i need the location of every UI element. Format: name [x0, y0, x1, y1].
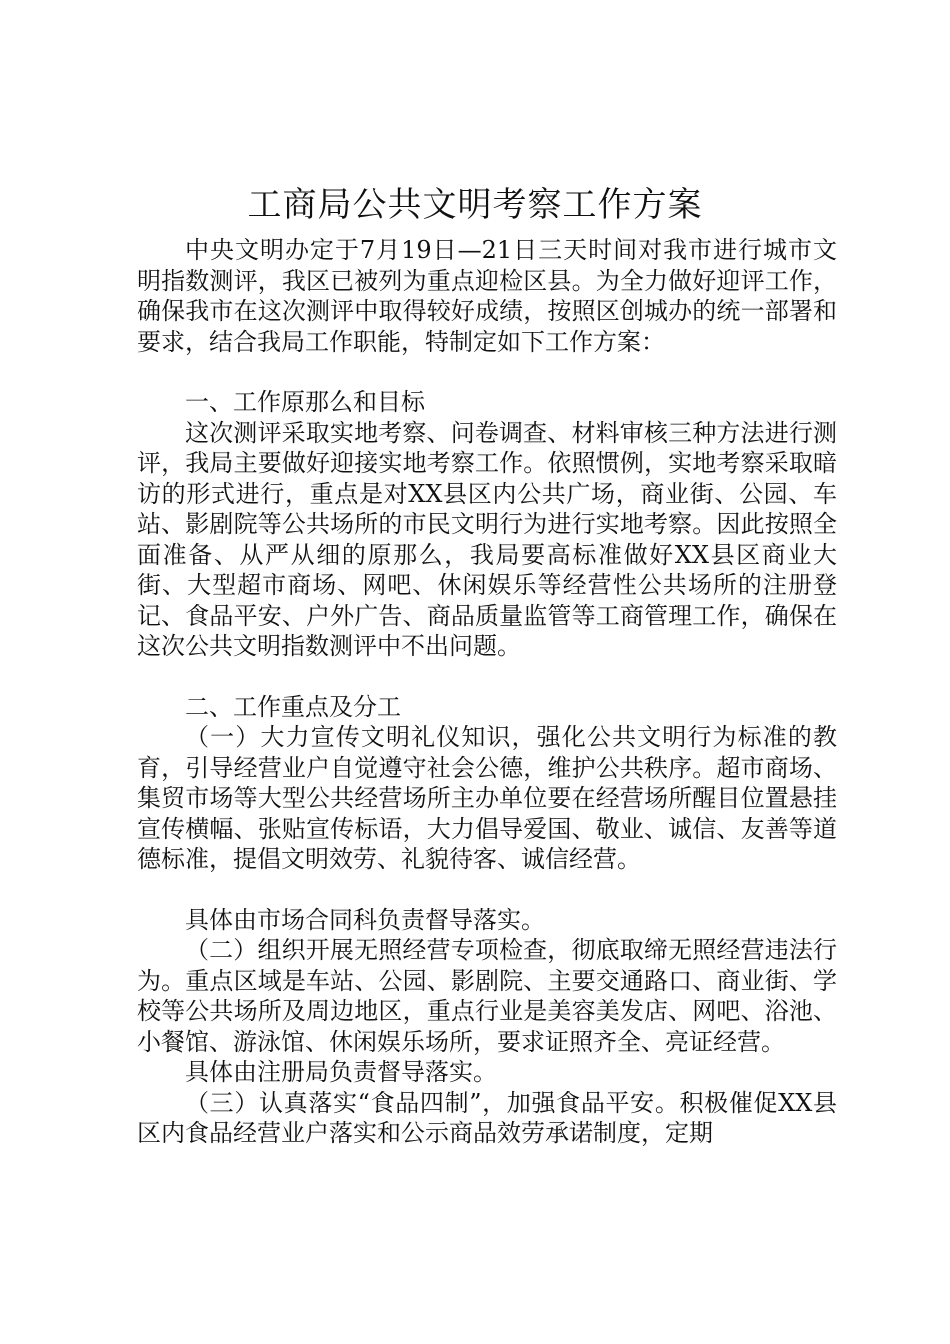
item2-responsible: 具体由注册局负责督导落实。 — [185, 1058, 497, 1086]
section1-heading: 一、工作原那么和目标 — [185, 388, 425, 416]
paragraph-spacer — [137, 662, 837, 692]
document-body — [137, 235, 837, 1149]
intro-paragraph: 中央文明办定于7月19日—21日三天时间对我市进行城市文明指数测评，我区已被列为重点迎检区县。为全力做好迎评工作，确保我市在这次测评中取得较好成绩，按照区创城办的统一部署和要求，结合我局工作职能，特制定如下工作方案： — [137, 236, 837, 356]
paragraph-spacer — [137, 357, 837, 387]
document-title: 工商局公共文明考察工作方案 — [247, 185, 703, 225]
item3-paragraph: （三）认真落实“食品四制”，加强食品平安。积极催促XX县区内食品经营业户落实和公示商品效劳承诺制度，定期 — [137, 1088, 837, 1147]
paragraph-spacer — [137, 875, 837, 905]
section2-heading: 二、工作重点及分工 — [185, 692, 401, 721]
item2-paragraph: （二）组织开展无照经营专项检查，彻底取缔无照经营违法行为。重点区域是车站、公园、影剧院、主要交通路口、商业街、学校等公共场所及周边地区，重点行业是美容美发店、网吧、浴池、小餐馆、游泳馆、休闲娱乐场所，要求证照齐全、亮证经营。 — [137, 936, 837, 1056]
section1-paragraph: 这次测评采取实地考察、问卷调查、材料审核三种方法进行测评，我局主要做好迎接实地考察工作。依照惯例，实地考察采取暗访的形式进行，重点是对XX县区内公共广场，商业街、公园、车站、影剧院等公共场所的市民文明行为进行实地考察。因此按照全面准备、从严从细的原那么，我局要高标准做好XX县区商业大街、大型超市商场、网吧、休闲娱乐等经营性公共场所的注册登记、食品平安、户外广告、商品质量监管等工商管理工作，确保在这次公共文明指数测评中不出问题。 — [137, 418, 837, 660]
item1-responsible: 具体由市场合同科负责督导落实。 — [185, 905, 545, 934]
item1-paragraph: （一）大力宣传文明礼仪知识，强化公共文明行为标准的教育，引导经营业户自觉遵守社会公德，维护公共秩序。超市商场、集贸市场等大型公共经营场所主办单位要在经营场所醒目位置悬挂宣传横幅、张贴宣传标语，大力倡导爱国、敬业、诚信、友善等道德标准，提倡文明效劳、礼貌待客、诚信经营。 — [137, 723, 837, 873]
